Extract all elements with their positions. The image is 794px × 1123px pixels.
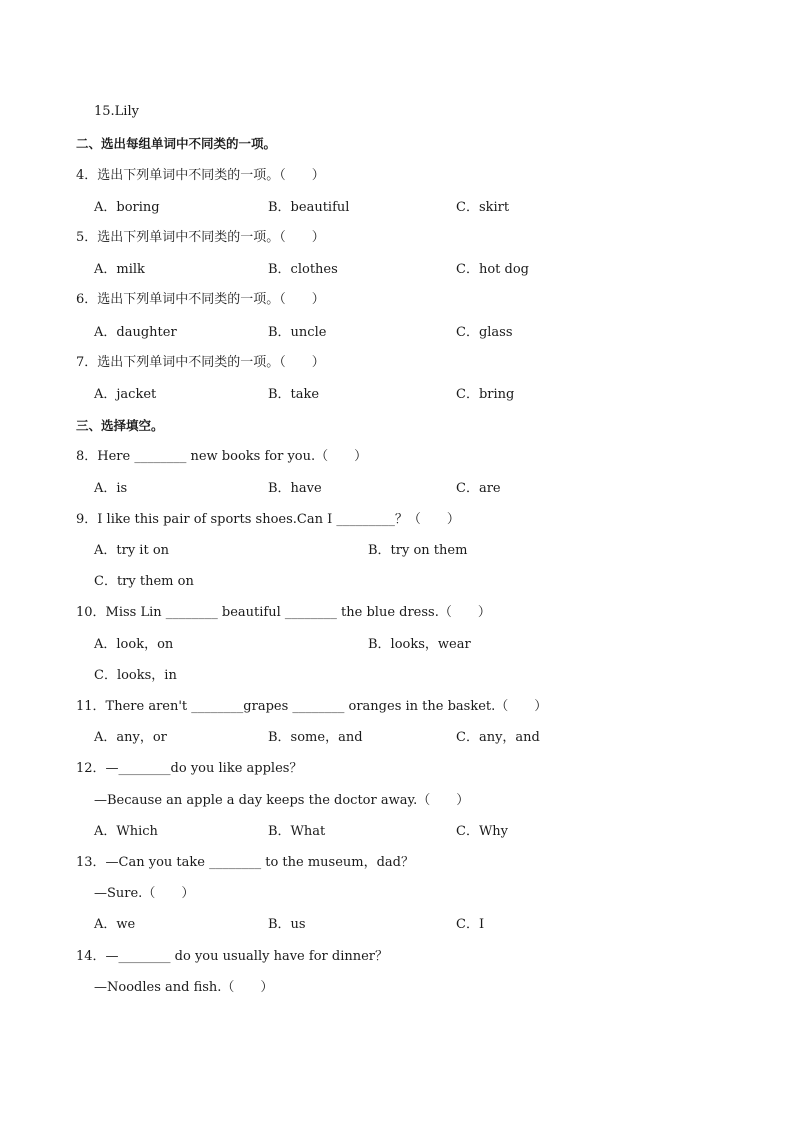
question-13: 13．—Can you take ________ to the museum，dad？ bbox=[76, 855, 414, 870]
q11-option-b[interactable]: B．some，and bbox=[268, 730, 363, 745]
question-5: 5．选出下列单词中不同类的一项。（ ） bbox=[76, 230, 325, 245]
question-8: 8．Here ________ new books for you.（ ） bbox=[76, 449, 368, 464]
question-9: 9．I like this pair of sports shoes.Can I _________？（ ） bbox=[76, 512, 460, 527]
question-4: 4．选出下列单词中不同类的一项。（ ） bbox=[76, 168, 325, 183]
q4-option-a[interactable]: A．boring bbox=[94, 200, 160, 215]
section-3-heading: 三、选择填空。 bbox=[76, 418, 164, 433]
q8-option-b[interactable]: B．have bbox=[268, 481, 322, 496]
q4-option-b[interactable]: B．beautiful bbox=[268, 200, 350, 215]
top-item: 15.Lily bbox=[94, 104, 139, 119]
q9-option-b[interactable]: B．try on them bbox=[368, 543, 468, 558]
q13-option-c[interactable]: C．I bbox=[456, 917, 485, 932]
q8-option-c[interactable]: C．are bbox=[456, 481, 501, 496]
question-12-reply: —Because an apple a day keeps the doctor away.（ ） bbox=[94, 793, 470, 808]
q6-option-b[interactable]: B．uncle bbox=[268, 325, 327, 340]
section-2-heading: 二、选出每组单词中不同类的一项。 bbox=[76, 136, 277, 151]
q10-option-c[interactable]: C．looks，in bbox=[94, 668, 177, 683]
question-13-reply: —Sure.（ ） bbox=[94, 886, 195, 901]
q7-option-a[interactable]: A．jacket bbox=[94, 387, 157, 402]
q6-option-c[interactable]: C．glass bbox=[456, 325, 513, 340]
q12-option-b[interactable]: B．What bbox=[268, 824, 326, 839]
q10-option-a[interactable]: A．look，on bbox=[94, 637, 174, 652]
q11-option-c[interactable]: C．any，and bbox=[456, 730, 540, 745]
question-11: 11．There aren't ________grapes ________ oranges in the basket.（ ） bbox=[76, 699, 548, 714]
q11-option-a[interactable]: A．any，or bbox=[94, 730, 167, 745]
q4-option-c[interactable]: C．skirt bbox=[456, 200, 510, 215]
q5-option-a[interactable]: A．milk bbox=[94, 262, 145, 277]
question-12: 12．—________do you like apples？ bbox=[76, 761, 303, 776]
q7-option-c[interactable]: C．bring bbox=[456, 387, 515, 402]
q5-option-b[interactable]: B．clothes bbox=[268, 262, 338, 277]
q13-option-b[interactable]: B．us bbox=[268, 917, 306, 932]
question-6: 6．选出下列单词中不同类的一项。（ ） bbox=[76, 292, 325, 307]
q8-option-a[interactable]: A．is bbox=[94, 481, 128, 496]
q6-option-a[interactable]: A．daughter bbox=[94, 325, 177, 340]
q9-option-a[interactable]: A．try it on bbox=[94, 543, 170, 558]
q12-option-a[interactable]: A．Which bbox=[94, 824, 158, 839]
question-14: 14．—________ do you usually have for dinner？ bbox=[76, 949, 388, 964]
question-10: 10．Miss Lin ________ beautiful ________ the blue dress.（ ） bbox=[76, 605, 491, 620]
q13-option-a[interactable]: A．we bbox=[94, 917, 136, 932]
question-7: 7．选出下列单词中不同类的一项。（ ） bbox=[76, 355, 325, 370]
q9-option-c[interactable]: C．try them on bbox=[94, 574, 194, 589]
q5-option-c[interactable]: C．hot dog bbox=[456, 262, 529, 277]
question-14-reply: —Noodles and fish.（ ） bbox=[94, 980, 274, 995]
q12-option-c[interactable]: C．Why bbox=[456, 824, 509, 839]
q7-option-b[interactable]: B．take bbox=[268, 387, 320, 402]
q10-option-b[interactable]: B．looks，wear bbox=[368, 637, 471, 652]
